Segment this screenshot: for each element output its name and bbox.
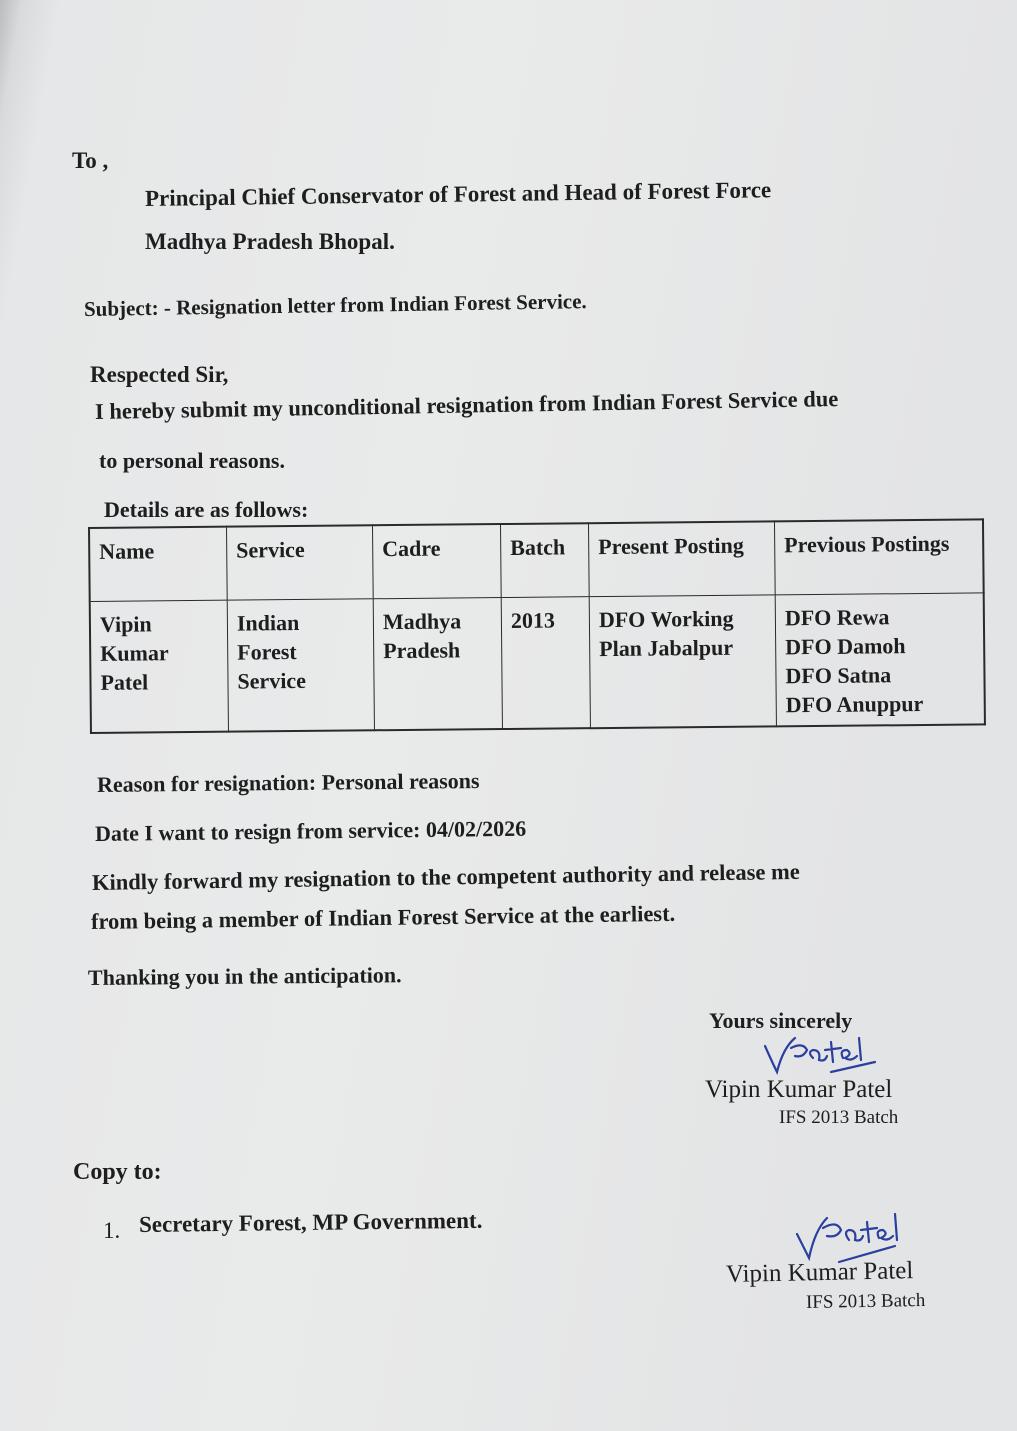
signatory-batch: IFS 2013 Batch xyxy=(779,1107,899,1128)
resign-date-line: Date I want to resign from service: 04/02/2026 xyxy=(94,815,527,846)
table-row xyxy=(90,593,985,733)
request-line-2: from being a member of Indian Forest Service at the earliest. xyxy=(90,900,676,934)
header-previous-postings: Previous Postings xyxy=(774,519,983,594)
details-table xyxy=(88,518,986,734)
copy-to-recipient: Secretary Forest, MP Government. xyxy=(138,1207,483,1237)
closing: Yours sincerely xyxy=(709,1008,853,1033)
signatory-2-name: Vipin Kumar Patel xyxy=(725,1257,914,1288)
thanks-line: Thanking you in the anticipation. xyxy=(87,962,402,990)
header-service: Service xyxy=(227,525,374,600)
details-intro: Details are as follows: xyxy=(104,497,309,522)
subject-line: Subject: - Resignation letter from Indian Forest Service. xyxy=(83,289,587,321)
header-cadre: Cadre xyxy=(372,524,501,599)
header-present-posting: Present Posting xyxy=(588,521,775,596)
recipient-line-1: Principal Chief Conservator of Forest and Head of Forest Force xyxy=(144,177,772,211)
header-batch: Batch xyxy=(500,523,589,597)
body-line-2: to personal reasons. xyxy=(99,448,285,473)
body-line-1: I hereby submit my unconditional resignation from Indian Forest Service due xyxy=(94,386,839,424)
header-name: Name xyxy=(89,527,227,602)
request-line-1: Kindly forward my resignation to the competent authority and release me xyxy=(91,858,800,895)
signature-icon xyxy=(755,1028,885,1080)
greeting: Respected Sir, xyxy=(90,362,229,387)
reason-line: Reason for resignation: Personal reasons xyxy=(96,767,480,797)
cell-previous-postings: DFO Rewa DFO Damoh DFO Satna DFO Anuppur xyxy=(775,593,985,726)
cell-batch: 2013 xyxy=(501,597,590,729)
cell-name: Vipin Kumar Patel xyxy=(90,600,229,733)
signatory-name: Vipin Kumar Patel xyxy=(705,1076,893,1103)
cell-present-posting: DFO Working Plan Jabalpur xyxy=(589,595,776,728)
table-header-row xyxy=(89,519,984,601)
copy-to-label: Copy to: xyxy=(73,1159,162,1185)
cell-service: Indian Forest Service xyxy=(227,599,374,732)
cell-cadre: Madhya Pradesh xyxy=(373,598,502,731)
copy-to-number: 1. xyxy=(103,1218,121,1243)
to-label: To , xyxy=(72,148,109,173)
signatory-2-batch: IFS 2013 Batch xyxy=(805,1289,926,1313)
recipient-line-2: Madhya Pradesh Bhopal. xyxy=(145,229,395,254)
